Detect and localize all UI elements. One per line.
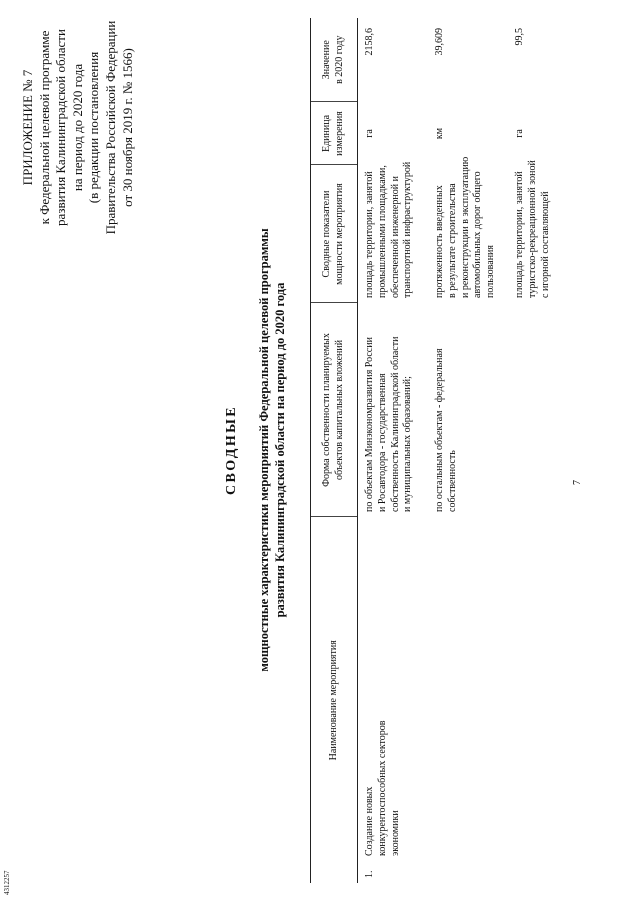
document-subtitle: мощностные характеристики мероприятий Федеральной целевой программы (257, 228, 271, 672)
row-number: 1. (364, 870, 375, 878)
value-cell: 2158,6 (364, 27, 375, 56)
ownership-cell (358, 517, 429, 753)
header-unit: Единица измерения (311, 102, 358, 165)
unit-cell: км (434, 127, 445, 140)
heading-block (224, 200, 288, 700)
header-activity-name: Наименование мероприятия (311, 517, 358, 883)
ownership-cell (508, 303, 566, 517)
ownership-cell: по остальным объектам - федеральная собственность (434, 348, 458, 512)
page-number: 7 (572, 480, 583, 485)
appendix-line: (в редакции постановления (86, 51, 102, 204)
ownership-cell (428, 517, 508, 753)
document-subtitle: развития Калининградской области на период до 2020 года (273, 282, 287, 618)
appendix-block (20, 20, 136, 235)
capacity-table (310, 18, 566, 883)
ownership-cell (508, 517, 566, 753)
appendix-line: развития Калининградской области (53, 29, 69, 226)
ownership-cell: по объектам Минэкономразвития России и Росавтодора - государственная собственность Калининградской области и муниципальных образований; (364, 336, 414, 512)
activity-name: Создание новых конкурентоспособных секторов экономики (364, 720, 401, 856)
header-ownership: Форма собственности планируемых объектов капитальных вложений (311, 303, 358, 517)
document-code: 4312257 (3, 870, 11, 895)
unit-cell: га (364, 129, 375, 138)
indicator-cell: площадь территории, занятой промышленными площадками, обеспеченной инженерной и транспортной инфраструктурой (364, 161, 414, 298)
table-row (358, 18, 429, 883)
table-header-row (311, 18, 358, 883)
unit-cell: га (514, 129, 525, 138)
appendix-line: Правительства Российской Федерации (102, 20, 118, 235)
activity-cell (358, 720, 567, 883)
document-title: СВОДНЫЕ (224, 404, 239, 496)
value-cell: 99,5 (514, 27, 525, 46)
indicator-cell: площадь территории, занятой туристско-рекреационной зоной с игорной составляющей (514, 160, 551, 298)
appendix-line: от 30 ноября 2019 г. № 1566) (119, 48, 135, 207)
value-cell: 39,609 (434, 27, 445, 56)
appendix-title: ПРИЛОЖЕНИЕ № 7 (20, 69, 35, 186)
header-value: Значение в 2020 году (311, 18, 358, 102)
appendix-line: на период до 2020 года (69, 63, 85, 192)
appendix-line: к Федеральной целевой программе (36, 30, 52, 225)
indicator-cell: протяженность введенных в результате строительства и реконструкции в эксплуатацию автомобильных дорог общего пользования (434, 156, 497, 298)
header-indicators: Сводные показатели мощности мероприятия (311, 165, 358, 303)
